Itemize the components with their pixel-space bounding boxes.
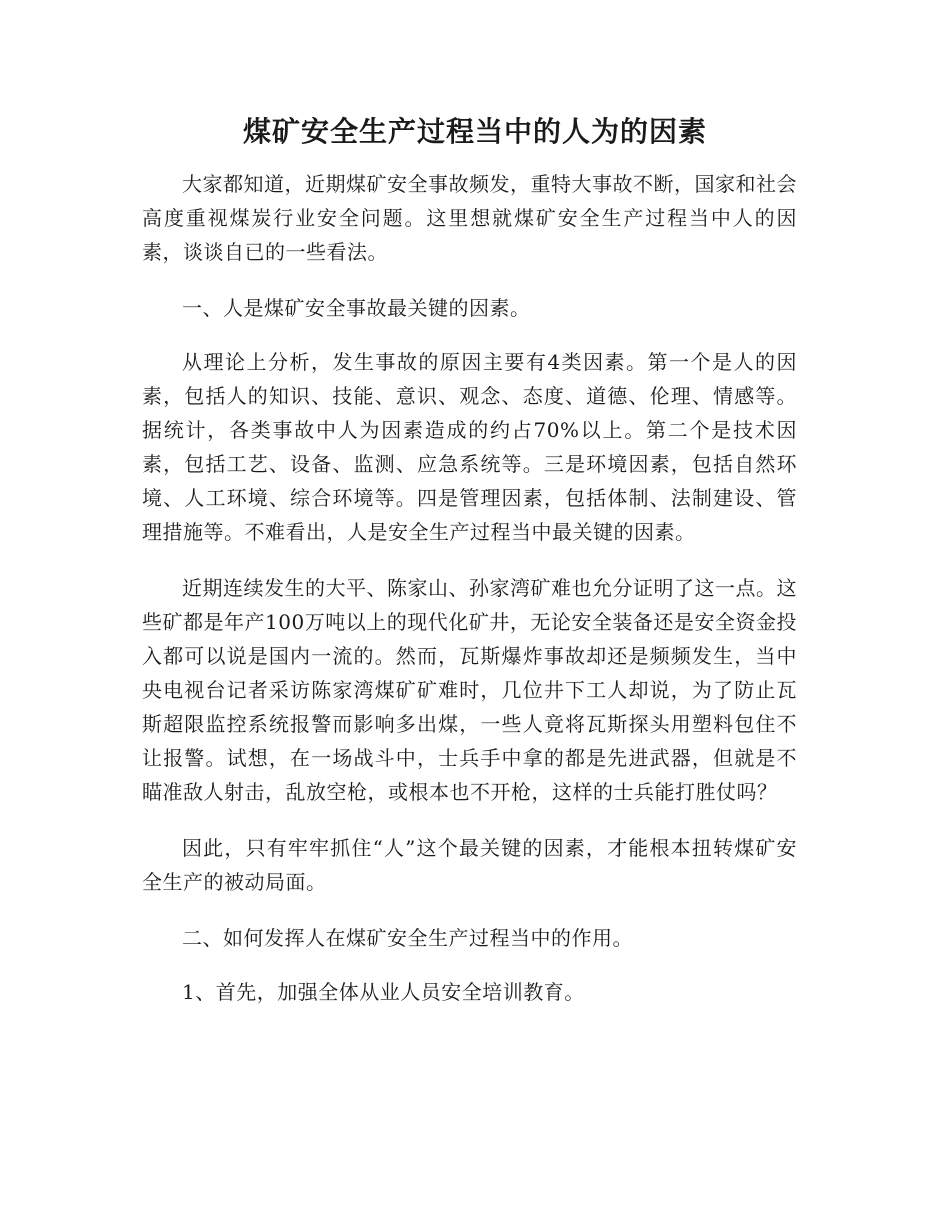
- section-heading-1: 一、人是煤矿安全事故最关键的因素。: [182, 296, 531, 320]
- subsection-heading-1: 1、首先，加强全体从业人员安全培训教育。: [182, 980, 585, 1004]
- section-heading-2: 二、如何发挥人在煤矿安全生产过程当中的作用。: [182, 926, 633, 950]
- document-body: [142, 167, 797, 1029]
- document-title: 煤矿安全生产过程当中的人为的因素: [242, 115, 707, 148]
- paragraph-conclusion: 因此，只有牢牢抓住“人”这个最关键的因素，才能根本扭转煤矿安全生产的被动局面。: [142, 836, 797, 894]
- paragraph-intro: 大家都知道，近期煤矿安全事故频发，重特大事故不断，国家和社会高度重视煤炭行业安全问题。这里想就煤矿安全生产过程当中人的因素，谈谈自已的一些看法。: [142, 172, 797, 264]
- paragraph-cases: 近期连续发生的大平、陈家山、孙家湾矿难也允分证明了这一点。这些矿都是年产100万吨以上的现代化矿井，无论安全装备还是安全资金投入都可以说是国内一流的。然而，瓦斯爆炸事故却还是频频发生，当中央电视台记者采访陈家湾煤矿矿难时，几位井下工人却说，为了防止瓦斯超限监控系统报警而影响多出煤，一些人竟将瓦斯探头用塑料包住不让报警。试想，在一场战斗中，士兵手中拿的都是先进武器，但就是不瞄准敌人射击，乱放空枪，或根本也不开枪，这样的士兵能打胜仗吗？: [142, 576, 797, 804]
- paragraph-theory: 从理论上分析，发生事故的原因主要有4类因素。第一个是人的因素，包括人的知识、技能、意识、观念、态度、道德、伦理、情感等。据统计，各类事故中人为因素造成的约占70%以上。第二个是技术因素，包括工艺、设备、监测、应急系统等。三是环境因素，包括自然环境、人工环境、综合环境等。四是管理因素，包括体制、法制建设、管理措施等。不难看出，人是安全生产过程当中最关键的因素。: [142, 350, 797, 544]
